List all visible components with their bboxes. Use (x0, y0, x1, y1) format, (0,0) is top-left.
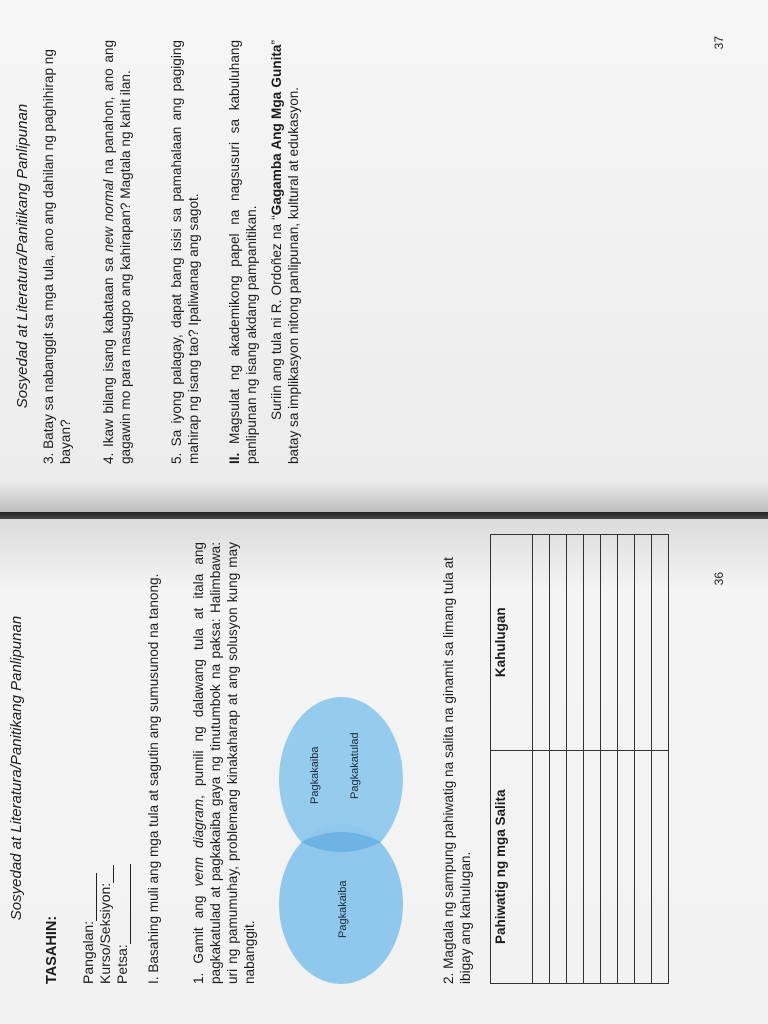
table-cell[interactable] (652, 750, 669, 983)
instruction-1: I. Basahing muli ang mga tula at sagutin ang sumusunod na tanong. (146, 573, 161, 984)
table-cell[interactable] (618, 535, 635, 751)
table-cell[interactable] (601, 535, 618, 751)
name-line (82, 873, 97, 921)
question-2: 2. Magtala ng sampung pahiwatig na salita na ginamit sa limang tula at ibigay ang kahulugan. (441, 557, 473, 984)
poem-title: Gagamba Ang Mga Gunita (269, 44, 284, 216)
table-row (601, 535, 618, 984)
header-kahulugan: Kahulugan (491, 535, 533, 751)
part-two-subtask (268, 40, 302, 464)
table-row (550, 535, 567, 984)
page-header: Sosyedad at Literatura/Panitikang Panlipunan (14, 103, 31, 409)
question-5: 5. Sa iyong palagay, dapat bang isisi sa pamahalaan ang pagiging mahirap ng isang tao? Ipaliwanag ang sagot. (169, 40, 201, 464)
course-section-line (99, 865, 114, 883)
left-page (0, 512, 768, 1024)
table-row (652, 535, 669, 984)
table-cell[interactable] (550, 535, 567, 751)
section-title: TASAHIN: (44, 915, 60, 984)
name-field (80, 864, 97, 984)
header-pahiwatig: Pahiwatig ng mga Salita (491, 750, 533, 983)
subtask-text-a: Suriin ang tula ni R. Ordoñez na “ (269, 215, 284, 420)
page-header: Sosyedad at Literatura/Panitikang Panlipunan (8, 615, 25, 921)
table-cell[interactable] (533, 535, 550, 751)
table-cell[interactable] (567, 750, 584, 983)
q4-text-b: na panahon, ano ang gagawin mo para masugpo ang kahirapan? Magtala ng kahit ilan. (101, 39, 133, 464)
table-cell[interactable] (635, 750, 652, 983)
table-cell[interactable] (652, 535, 669, 751)
table-header-row (491, 535, 533, 984)
page-number-right: 37 (712, 36, 726, 50)
table-cell[interactable] (533, 750, 550, 983)
venn-center-label: Pagkakatulad (349, 732, 361, 799)
venn-diagram (276, 694, 406, 984)
table-cell[interactable] (584, 750, 601, 983)
table-cell[interactable] (601, 750, 618, 983)
name-label: Pangalan: (80, 920, 96, 984)
venn-left-label: Pagkakaiba (337, 880, 349, 938)
table-row (567, 535, 584, 984)
q4-italic: new normal (101, 179, 116, 252)
course-section-label: Kurso/Seksiyon: (97, 882, 113, 984)
student-info-fields (80, 864, 131, 984)
q1-italic: venn diagram (191, 798, 206, 887)
question-1 (190, 542, 258, 984)
table-row (584, 535, 601, 984)
q1-text-a: Gamit ang (191, 895, 206, 964)
question-3: 3. Batay sa nabanggit sa mga tula, ano ang dahilan ng paghihirap ng bayan? (41, 49, 73, 464)
table-row (618, 535, 635, 984)
course-section-field (97, 864, 114, 984)
date-field (114, 864, 131, 984)
vocabulary-table (490, 534, 669, 984)
table-cell[interactable] (618, 750, 635, 983)
date-line (116, 864, 131, 944)
q1-number: 1. (191, 972, 206, 984)
table-cell[interactable] (550, 750, 567, 983)
date-label: Petsa: (114, 944, 130, 984)
venn-right-label: Pagkakaiba (309, 746, 321, 804)
part-two-instruction (226, 40, 260, 464)
question-4 (100, 40, 134, 464)
page-number-left: 36 (712, 572, 726, 586)
table-cell[interactable] (584, 535, 601, 751)
table-cell[interactable] (635, 535, 652, 751)
part-two-text: Magsulat ng akademikong papel na nagsusuri sa kabuluhang panlipunan ng isang akdang pampanitikan. (227, 40, 259, 464)
part-two-number: II. (227, 452, 242, 464)
q1-text-b: , pumili ng dalawang tula at itala ang pagkakatulad at pagkakaiba gaya ng tinutumbok na paksa: Halimbawa: uri ng pamumuhay, problemang kinakaharap at ang solusyon kung may nabanggit. (191, 542, 257, 984)
subtask-text-b: ” batay sa implikasyon nitong panlipunan, kultural at edukasyon. (269, 40, 301, 464)
table-cell[interactable] (567, 535, 584, 751)
table-row (533, 535, 550, 984)
q4-text-a: 4. Ikaw bilang isang kabataan sa (101, 257, 116, 464)
table-row (635, 535, 652, 984)
